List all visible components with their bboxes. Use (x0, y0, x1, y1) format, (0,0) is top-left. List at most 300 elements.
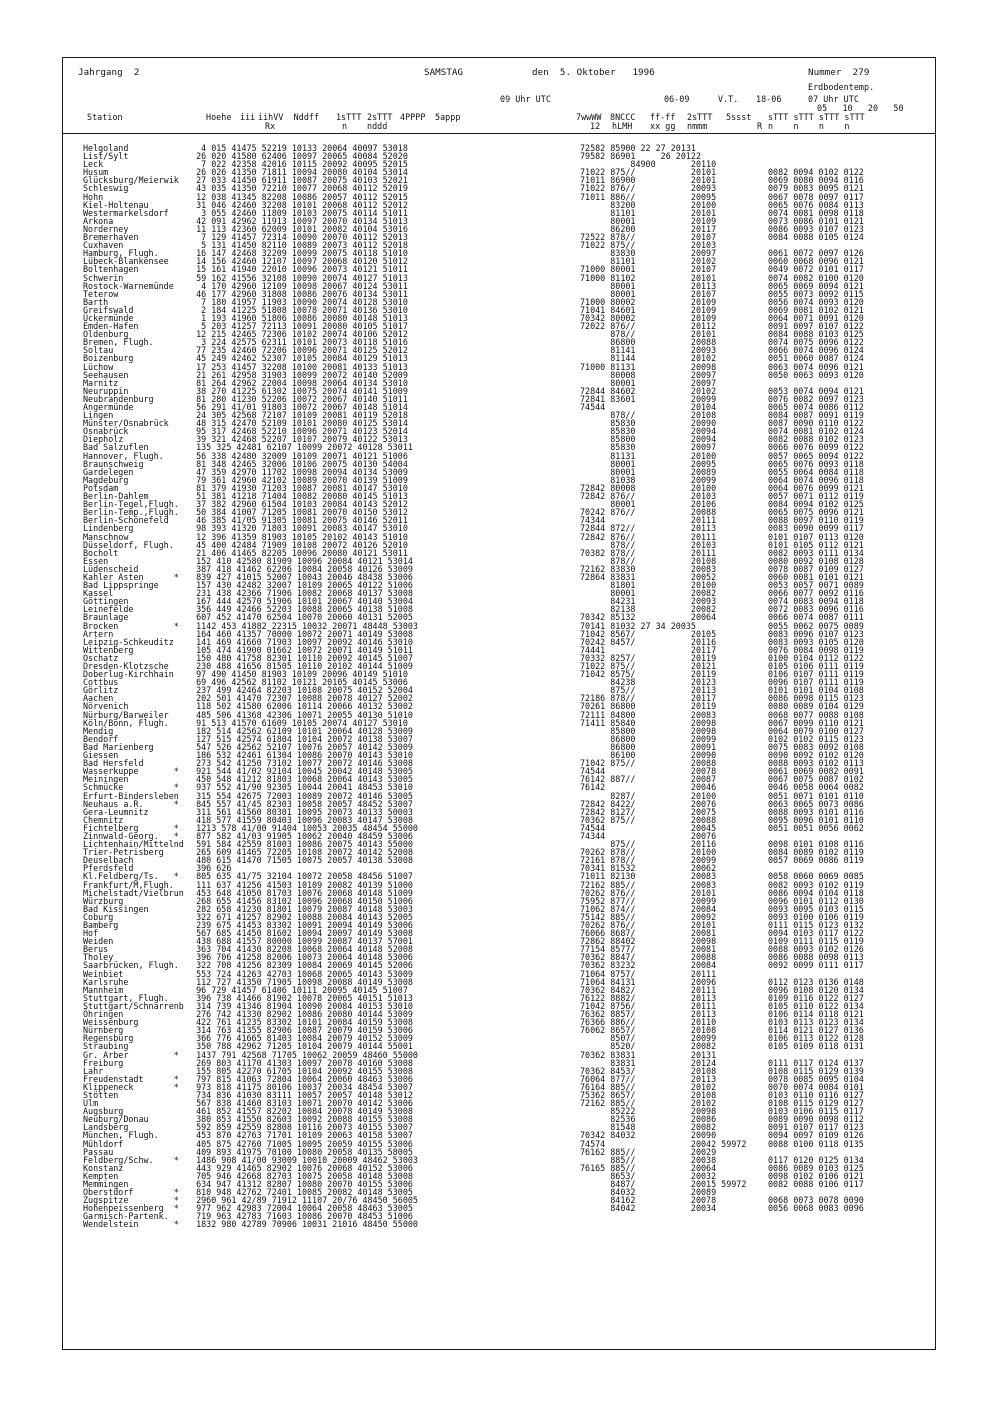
station-name: Westermarkelsdorf (83, 207, 169, 218)
observation-row: 76366 886// 20110 (580, 1017, 717, 1028)
synop-row: 322 671 41257 82902 10088 20084 40143 52005 (186, 911, 413, 922)
observation-row: 72522 878// 20107 (580, 232, 717, 243)
observation-row: 85222 20098 (580, 1106, 717, 1117)
synop-row: 719 963 42783 71603 10086 20070 48453 51006 (186, 1211, 413, 1222)
observation-row: 80001 20097 (580, 377, 717, 388)
soil-temp-row: 0086 0093 0107 0123 (768, 223, 864, 234)
synop-row: 734 836 41030 83111 10057 20057 40148 53012 (186, 1089, 413, 1100)
station-name: Hohenpeissenberg * (83, 1203, 179, 1214)
station-name: Braunlage (83, 612, 129, 623)
synop-row: 350 788 42962 71205 10104 20079 40144 55001 (186, 1041, 413, 1052)
observation-row: 74544 20104 (580, 402, 717, 412)
synop-row: 26 026 41350 71811 10094 20080 40104 53014 (186, 167, 408, 178)
synop-row: 553 724 41263 42703 10068 20065 40143 53009 (186, 968, 413, 979)
observation-row: 72842 80008 20100 (580, 482, 717, 493)
col-8nccc-sub: hLMH (612, 121, 633, 131)
group-09utc: 09 Uhr UTC (500, 94, 551, 104)
observation-row: 81131 20100 (580, 450, 717, 461)
synop-row: 7 022 42358 42016 10115 20092 40095 52015 (186, 159, 408, 170)
observation-row: 70362 83831 20131 (580, 1049, 717, 1060)
station-name: Erfurt-Bindersleben (83, 790, 179, 801)
synop-row: 12 215 42465 72306 10102 20074 40106 52012 (186, 329, 408, 340)
observation-row: 76162 885// 20029 (580, 1146, 717, 1157)
soil-temp-row: 0080 0089 0104 0129 (768, 701, 864, 712)
observation-row: 72582 85900 22 27 20131 (580, 143, 696, 153)
soil-temp-row: 0051 0051 0056 0062 (768, 822, 864, 833)
soil-temp-row (768, 1212, 864, 1220)
synop-row: 15 161 41940 22010 10096 20073 40121 51011 (186, 264, 408, 275)
soil-temp-row: 0086 0098 0115 0123 (768, 693, 864, 704)
observation-row: 82138 20082 (580, 604, 717, 615)
soil-temp-row: 0087 0090 0110 0122 (768, 418, 864, 429)
synop-row: 164 460 41357 70000 10072 20071 40149 53008 (186, 628, 413, 639)
synop-row: 16 147 42468 32209 10099 20075 40118 51010 (186, 248, 408, 259)
observation-row: 878// 20108 (580, 555, 717, 566)
observation-row: 80001 20107 (580, 288, 717, 299)
soil-temp-row: 0084 0094 0102 0125 (768, 499, 864, 510)
station-name: Kassel (83, 588, 114, 599)
station-name: Kiel-Holtenau (83, 199, 149, 210)
station-name: Wittenberg (83, 644, 134, 655)
soil-temp-row: 0074 0081 0102 0124 (768, 426, 864, 437)
soil-temp-row: 0064 0074 0096 0118 (768, 474, 864, 485)
station-name: Öhringen (83, 1009, 124, 1020)
station-name: Cottbus (83, 677, 119, 688)
station-name: Glücksburg/Meierwik (83, 175, 179, 186)
soil-temp-row: 0080 0092 0108 0128 (768, 555, 864, 566)
soil-temp-row: 0078 0087 0109 0127 (768, 563, 864, 574)
synop-row: 97 490 41450 81903 10109 20096 40149 51010 (186, 669, 408, 680)
station-name: Oberstdorf * (83, 1187, 179, 1198)
soil-temp-row: 0074 0082 0100 0120 (768, 272, 864, 283)
soil-temp-row: 0072 0083 0096 0116 (768, 604, 864, 615)
observation-row: 74344 20111 (580, 515, 717, 526)
synop-row: 314 739 41346 81904 10090 20084 40153 53010 (186, 1000, 413, 1011)
observation-row: 71022 876// 20093 (580, 183, 717, 194)
station-name: Meiningen (83, 774, 129, 785)
observation-row: 70242 876// 20088 (580, 507, 717, 518)
synop-values-column (186, 144, 418, 1229)
synop-row: 1486 908 41/00 93009 10010 20009 48462 53003 (186, 1154, 418, 1165)
station-name: Freudenstadt * (83, 1073, 179, 1084)
station-name: Weissenburg (83, 1017, 139, 1028)
soil-temp-row: 0065 0076 0084 0113 (768, 199, 864, 210)
synop-row: 567 685 41450 81602 10094 20097 40149 53008 (186, 928, 413, 939)
synop-row: 396 706 41258 82006 10073 20064 40148 53006 (186, 952, 413, 963)
soil-temp-row: 0049 0072 0101 0117 (768, 264, 864, 275)
synop-row: 3 055 42460 11809 10103 20075 40114 51011 (186, 207, 408, 218)
station-name: Brocken * (83, 620, 179, 631)
observation-row: 74441 20117 (580, 644, 717, 655)
observation-row: 83830 20097 (580, 248, 717, 259)
station-name: Neuruppin (83, 385, 129, 396)
col-r-sub: R (757, 121, 763, 131)
synop-row: 443 929 41465 82902 10076 20068 40152 53006 (186, 1162, 413, 1173)
soil-temp-row: 0060 0081 0101 0121 (768, 571, 864, 582)
soil-temp-row: 0064 0071 0091 0120 (768, 312, 864, 323)
synop-row: 46 177 42960 31808 10086 20076 40134 53011 (186, 288, 408, 299)
synop-row: 453 648 41050 81703 10076 20068 40148 51009 (186, 887, 413, 898)
synop-row: 38 270 41225 61302 10075 20074 40141 51009 (186, 385, 408, 396)
observation-row: 85800 20094 (580, 434, 717, 445)
observation-row: 81548 20082 (580, 1122, 717, 1133)
observation-row: 70342 80002 20109 (580, 312, 717, 323)
soil-time: 07 Uhr UTC (808, 94, 859, 104)
synop-row: 17 253 41457 32208 10100 20081 40133 51013 (186, 361, 408, 372)
observation-row: 885// 20038 (580, 1154, 717, 1165)
synop-row: 81 280 41230 52206 10072 20067 40140 51011 (186, 393, 408, 404)
station-name: Kl.Feldberg/Ts. * (83, 871, 179, 882)
soil-temp-row: 0051 0071 0101 0110 (768, 790, 864, 801)
synop-row: 127 515 42574 61804 10104 20072 40138 53007 (186, 733, 413, 744)
observation-row: 71022 875// 20121 (580, 661, 717, 671)
station-name: Berlin-Dahlem (83, 491, 149, 502)
synop-row: 135 325 42481 62107 10099 20072 40128 53011 (186, 442, 413, 453)
station-name: Trier-Petrisberg (83, 847, 164, 858)
station-name: Garmisch-Partenk. (83, 1211, 169, 1222)
observation-row: 71042 8756/ 20111 (580, 1000, 717, 1011)
station-name: Zinnwald-Georg. * (83, 830, 179, 841)
soil-temp-row: 0069 0081 0102 0121 (768, 304, 864, 315)
observation-row: 70362 83232 20084 (580, 960, 717, 971)
soil-temp-row: 0082 0088 0102 0123 (768, 434, 864, 445)
synop-row: 438 688 41557 80000 10099 20087 40137 57001 (186, 936, 413, 947)
station-name: Neubrandenburg (83, 393, 154, 404)
synop-row: 607 452 41470 62504 10070 20060 40131 52005 (186, 612, 413, 623)
observation-row: 72111 84800 20083 (580, 709, 717, 720)
soil-temp-title: Erdbodentemp. (808, 82, 875, 92)
observation-row: 71042 8575/ 20119 (580, 669, 717, 680)
group-18-06: 18-06 (756, 94, 782, 104)
synop-row: 95 317 42468 52210 10096 20071 40123 52014 (186, 426, 408, 437)
synop-row: 977 962 42983 72004 10064 20058 48463 53005 (186, 1203, 413, 1214)
col-5ssst: 5ssst (726, 112, 752, 122)
synop-row: 810 948 42762 72401 10085 20082 40148 53005 (186, 1187, 413, 1198)
soil-temp-row: 0096 0108 0120 0134 (768, 984, 864, 995)
observation-row: 8287/ 20100 (580, 790, 717, 801)
synop-row: 27 033 41450 61911 10087 20075 40103 52021 (186, 175, 408, 186)
soil-temp-row: 0065 0069 0094 0121 (768, 280, 864, 291)
synop-row: 186 532 42461 61304 10086 20070 40143 53010 (186, 750, 413, 761)
station-name: Seehausen (83, 369, 129, 380)
soil-temp-row: 0091 0097 0107 0122 (768, 321, 864, 332)
soil-temp-row: 0083 0093 0105 0120 (768, 636, 864, 647)
synop-row: 105 474 41900 01662 10072 20071 40149 51011 (186, 644, 413, 655)
observation-row: 71062 874// 20084 (580, 903, 717, 914)
synop-row: 91 513 41570 61609 10105 20074 40127 53010 (186, 717, 408, 728)
station-name: Potsdam (83, 482, 119, 493)
station-name: Diepholz (83, 434, 124, 445)
station-name: Bremen, Flugh. (83, 337, 154, 348)
col-8nccc: 8NCCC (610, 112, 636, 122)
soil-temp-row: 0086 0089 0103 0125 (768, 1162, 864, 1173)
soil-temp-row: 0061 0072 0097 0126 (768, 248, 864, 259)
synop-row: 42 091 42962 11913 10097 20070 40134 51013 (186, 215, 408, 226)
station-name: Augsburg (83, 1106, 124, 1117)
station-name: Frankfurt/M,Flugh. (83, 879, 174, 890)
soil-temp-row: 0058 0060 0069 0085 (768, 871, 864, 882)
soil-temp-row: 0055 0073 0092 0115 (768, 288, 864, 299)
synop-row: 921 544 41/02 92104 10045 20042 40148 53005 (186, 766, 413, 777)
station-name: Rostock-Warnemünde (83, 280, 174, 291)
observation-row: 79582 86901 26 20122 (580, 151, 702, 162)
observation-row: 80001 20113 (580, 280, 717, 291)
soil-temp-row: 0088 0093 0101 0116 (768, 806, 864, 817)
station-name: Mühldorf (83, 1138, 124, 1149)
station-names-column (83, 144, 184, 1229)
observation-row: 878// 20103 (580, 539, 717, 550)
station-name: Bad Hersfeld (83, 758, 144, 769)
soil-temp-row: 0057 0071 0112 0119 (768, 491, 864, 502)
soil-temp-row: 0088 0093 0102 0113 (768, 758, 864, 769)
synop-row: 167 444 42570 51906 10101 20067 40140 53004 (186, 596, 413, 607)
observation-row: 72162 83830 20083 (580, 563, 717, 574)
soil-temp-row: 0088 0093 0102 0126 (768, 944, 864, 955)
soil-temp-row: 0051 0060 0087 0124 (768, 353, 864, 364)
synop-row: 450 548 41212 81803 10068 20064 40143 53005 (186, 774, 413, 785)
soil-temp-row: 0057 0069 0086 0119 (768, 855, 864, 866)
station-name: Tholey (83, 952, 114, 963)
station-name: Gardelegen (83, 466, 134, 477)
synop-row: 937 552 41/90 92305 10044 20041 48453 53010 (186, 782, 413, 793)
station-name: Mannheim (83, 984, 124, 995)
observation-row: 70242 8457/ 20116 (580, 636, 717, 647)
observation-row: 70262 878// 20100 (580, 847, 717, 858)
synop-row: 14 156 42460 12107 10097 20068 40120 51012 (186, 256, 408, 267)
synop-row: 592 859 42559 82808 10116 20073 40155 53007 (186, 1122, 413, 1133)
col-rx: Rx (265, 121, 276, 131)
station-name: Artern (83, 628, 114, 639)
station-name: List/Sylt (83, 151, 129, 162)
synop-row: 69 496 42562 81102 10121 20105 40145 53006 (186, 677, 408, 688)
soil-temp-row: 0061 0069 0082 0091 (768, 766, 864, 777)
soil-temp-row: 0108 0115 0129 0127 (768, 1098, 864, 1109)
observation-row: 83200 20100 (580, 199, 717, 210)
observation-row: 83831 20124 (580, 1057, 717, 1068)
station-name: Osnabrück (83, 426, 129, 437)
soil-temp-row: 0100 0104 0112 0122 (768, 652, 864, 663)
observation-row: 86100 20090 (580, 750, 717, 761)
station-name: Coburg (83, 911, 114, 922)
synop-row: 43 035 41350 72210 10077 20068 40112 52019 (186, 183, 408, 194)
observation-row: 86800 20091 (580, 741, 717, 752)
observation-row: 74544 20078 (580, 766, 717, 777)
station-name: Dresden-Klotzsche (83, 661, 169, 671)
soil-temp-row: 0076 0084 0098 0119 (768, 644, 864, 655)
observation-row: 71000 80002 20109 (580, 296, 717, 307)
observation-row: 70342 85132 20064 (580, 612, 717, 623)
soil-temp-row: 0105 0109 0118 0131 (768, 1041, 864, 1052)
soil-temp-row: 0046 0058 0064 0082 (768, 782, 864, 793)
observation-row: 71064 84131 20096 (580, 976, 717, 987)
observation-row: 81141 20093 (580, 345, 717, 356)
station-name: Nürburg/Barweiler (83, 709, 169, 720)
soil-temp-row: 0086 0094 0104 0118 (768, 887, 864, 898)
observation-row: 70261 86800 20119 (580, 701, 717, 712)
col-7wwww-sub: 12 (590, 121, 601, 131)
soil-temp-row: 0103 0110 0116 0127 (768, 1089, 864, 1100)
observation-row: 70362 875// 20088 (580, 814, 717, 825)
station-name: Bremerhaven (83, 232, 139, 243)
soil-temp-row: 0093 0100 0106 0119 (768, 911, 864, 922)
observation-row: 76064 877// 20113 (580, 1073, 717, 1084)
synop-row: 31 046 42460 32208 10101 20068 40112 52012 (186, 199, 408, 210)
observation-row: 75142 885// 20092 (580, 911, 717, 922)
synop-row: 480 615 41470 71505 10075 20057 40138 53008 (186, 855, 413, 866)
station-name: Wendelstein * (83, 1219, 179, 1230)
soil-temp-row: 0078 0085 0095 0104 (768, 1073, 864, 1084)
station-name: Konstanz (83, 1162, 124, 1173)
synop-row: 59 162 41556 32108 10090 20074 40127 51013 (186, 272, 408, 283)
observation-row: 878// 20108 (580, 410, 717, 421)
station-name: Bendorf (83, 733, 119, 744)
observation-row: 70262 876// 20101 (580, 920, 717, 930)
station-name: Greifswald (83, 304, 134, 315)
synop-row: 7 129 41457 72314 10090 20070 40112 52013 (186, 232, 408, 243)
observation-row: 8487/ 20015 59972 (580, 1179, 747, 1189)
station-name: Stuttgart/Schnarrenb (83, 1000, 184, 1011)
soil-temp-row: 0083 0096 0107 0123 (768, 628, 864, 639)
observation-row: 74544 20045 (580, 822, 717, 833)
station-name: Mendig (83, 725, 114, 736)
date: den 5. Oktober 1996 (532, 67, 655, 78)
soil-temp-row: 0106 0107 0111 0119 (768, 669, 864, 680)
observation-row: 85830 20090 (580, 418, 717, 429)
soil-temp-row: 0066 0076 0099 0122 (768, 442, 864, 453)
station-name: Bad Marienberg (83, 741, 154, 752)
soil-temp-row: 0065 0074 0086 0112 (768, 402, 864, 412)
station-name: Wasserkuppe * (83, 766, 179, 777)
col-soil-sttt: sTTT sTTT sTTT sTTT (768, 112, 865, 122)
soil-temp-row: 0101 0105 0112 0121 (768, 539, 864, 550)
soil-temp-row: 0073 0086 0101 0121 (768, 215, 864, 226)
soil-temp-row: 0067 0075 0087 0102 (768, 774, 864, 785)
soil-temp-row: 0117 0120 0125 0134 (768, 1154, 864, 1165)
synop-row: 418 577 41559 80403 10096 20083 40147 53008 (186, 814, 413, 825)
soil-temp-row: 0090 0092 0102 0120 (768, 750, 864, 761)
soil-temp-row: 0050 0063 0093 0120 (768, 369, 864, 380)
observation-row: 84162 20078 (580, 1195, 717, 1206)
col-ff-ff-sub: xx gg (650, 121, 676, 131)
station-name: Kempten (83, 1170, 119, 1181)
observation-row: 76062 8657/ 20108 (580, 1025, 717, 1036)
station-name: Saarbrücken, Flugh. (83, 960, 179, 971)
soil-temp-row: 0065 0075 0096 0121 (768, 507, 864, 518)
station-name: Fichtelberg * (83, 822, 179, 833)
col-4pppp: 4PPPP (400, 112, 426, 122)
soil-temp-row: 0109 0111 0115 0119 (768, 936, 864, 947)
observation-row: 8653/ 20032 (580, 1170, 717, 1181)
soil-temp-row: 0057 0065 0094 0122 (768, 450, 864, 461)
synop-row: 311 561 41560 80301 10095 20073 40133 50003 (186, 806, 413, 817)
synop-row: 21 406 41465 82205 10096 20080 40121 53011 (186, 547, 408, 558)
observation-row: 80001 20082 (580, 588, 717, 599)
soil-temp-row: 0112 0123 0136 0148 (768, 976, 864, 987)
soil-temp-row: 0111 0115 0123 0132 (768, 920, 864, 930)
observation-row: 84032 20089 (580, 1187, 717, 1198)
synop-row: 405 875 42760 71005 10095 20059 40155 53006 (186, 1138, 413, 1149)
soil-temp-row: 0105 0110 0122 0134 (768, 1000, 864, 1011)
soil-temp-row: 0067 0099 0110 0121 (768, 717, 864, 728)
station-name: Kahler Asten * (83, 571, 179, 582)
soil-temp-row: 0086 0088 0098 0113 (768, 952, 864, 963)
observation-row: 71000 81131 20098 (580, 361, 717, 372)
soil-temp-row: 0103 0106 0115 0117 (768, 1106, 864, 1117)
observation-row: 76066 8687/ 20081 (580, 928, 717, 939)
observation-row: 8507/ 20099 (580, 1033, 717, 1044)
synop-row: 81 264 42962 22004 10098 20064 40134 53010 (186, 377, 408, 388)
station-name: Lahr (83, 1065, 104, 1076)
soil-temp-row: 0093 0095 0103 0115 (768, 903, 864, 914)
synop-row: 409 893 41975 70100 10080 20058 40135 58005 (186, 1146, 413, 1157)
soil-temp-row: 0063 0074 0096 0121 (768, 361, 864, 372)
synop-row: 24 305 42568 72107 10109 20081 40119 52018 (186, 410, 408, 421)
synop-row: 845 557 41/45 82303 10058 20057 48452 53007 (186, 798, 413, 809)
observation-row: 81101 20101 (580, 207, 717, 218)
station-name: Boizenburg (83, 353, 134, 364)
soil-temp-row: 0114 0121 0127 0136 (768, 1025, 864, 1036)
observation-row: 71011 86900 20101 (580, 175, 717, 186)
station-name: Lüchow (83, 361, 114, 372)
synop-row: 39 321 42468 52207 10107 20079 40122 53013 (186, 434, 408, 445)
synop-row: 1437 791 42568 71705 10062 20059 48460 55000 (186, 1049, 418, 1060)
soil-temp-row: 0076 0082 0097 0123 (768, 393, 864, 404)
station-name: Ulm (83, 1098, 99, 1109)
station-name: Neuburg/Donau (83, 1114, 149, 1125)
synop-row: 705 946 42668 82703 10075 20058 40148 53008 (186, 1170, 413, 1181)
soil-temp-row: 0056 0068 0083 0096 (768, 1203, 864, 1214)
observation-row: 71000 81102 20101 (580, 272, 717, 283)
soil-temp-row: 0106 0113 0122 0128 (768, 1033, 864, 1044)
soil-temp-row: 0082 0093 0102 0119 (768, 879, 864, 890)
observation-row: 71011 82130 20083 (580, 871, 717, 882)
observation-row: 71022 875// 20103 (580, 240, 717, 251)
synop-row: 230 488 41656 81505 10110 20102 40144 51009 (186, 661, 413, 671)
soil-temp-row: 0084 0088 0103 0125 (768, 329, 864, 340)
station-name: Doberlug-Kirchhain (83, 669, 174, 680)
station-name: Oldenburg (83, 329, 129, 340)
soil-temp-row: 0070 0074 0084 0101 (768, 1081, 864, 1092)
observation-values-column (580, 144, 746, 1212)
observation-row: 71000 80001 20107 (580, 264, 717, 275)
soil-temp-row: 0111 0117 0124 0137 (768, 1057, 864, 1068)
synop-row: 387 418 41462 62206 10084 20058 40126 53009 (186, 563, 413, 574)
observation-row: 72862 88402 20098 (580, 936, 717, 947)
soil-temp-row: 0084 0087 0091 0119 (768, 410, 864, 421)
observation-row: 76142 887// 20087 (580, 774, 717, 785)
synop-row: 202 501 41470 72307 10088 20078 40127 52002 (186, 693, 413, 704)
observation-row: 76122 8882/ 20113 (580, 992, 717, 1003)
soil-temp-row: 0082 0088 0106 0117 (768, 1179, 864, 1189)
observation-row: 72842 876// 20111 (580, 531, 717, 542)
col-iihvv-nddff: iihVV Nddff (258, 112, 320, 122)
soil-temp-row: 0066 0077 0092 0116 (768, 588, 864, 599)
soil-temp-row: 0074 0075 0096 0122 (768, 337, 864, 348)
observation-row: 71011 886// 20095 (580, 191, 717, 202)
col-2sttt-b: 2sTTT (687, 112, 713, 122)
synop-row: 152 410 42580 81909 10096 20084 40121 53014 (186, 555, 413, 566)
station-name: Karlsruhe (83, 976, 129, 987)
synop-row: 591 584 42559 81003 10086 20075 40143 55000 (186, 839, 413, 850)
observation-row: 81801 20100 (580, 580, 717, 591)
synop-row: 356 449 42466 52203 10088 20065 40138 51008 (186, 604, 413, 615)
soil-temp-row: 0092 0099 0111 0117 (768, 960, 864, 971)
station-name: Norderney (83, 223, 129, 234)
observation-row: 85830 20097 (580, 442, 717, 453)
observation-row: 72162 885// 20102 (580, 1098, 717, 1109)
station-name: Boltenhagen (83, 264, 139, 275)
soil-temp-row: 0091 0107 0117 0123 (768, 1122, 864, 1133)
